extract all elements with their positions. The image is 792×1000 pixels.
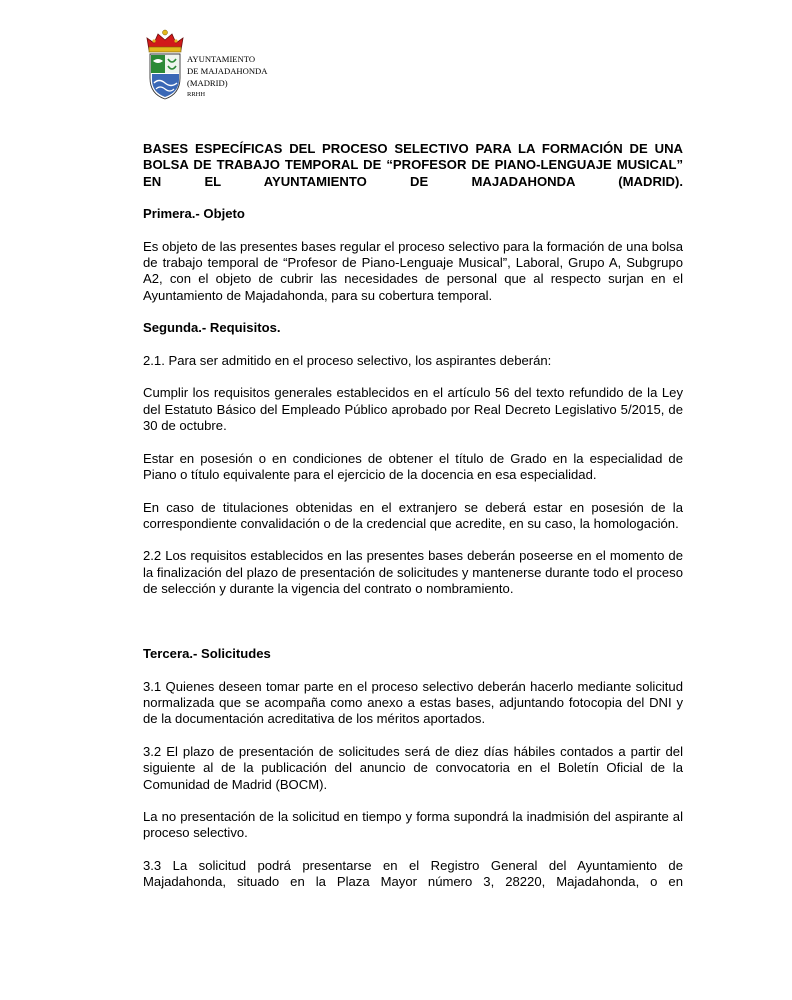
section-heading-requisitos: Segunda.- Requisitos. — [143, 320, 281, 336]
coat-of-arms-icon — [144, 28, 186, 102]
section-heading-solicitudes: Tercera.- Solicitudes — [143, 646, 271, 662]
paragraph: 3.1 Quienes deseen tomar parte en el proceso selectivo deberán hacerlo mediante solicitud normalizada que se acompaña como anexo a estas bases, adjuntando fotocopia del DNI y de la documentación acreditativa de los méritos aportados. — [143, 678, 683, 727]
document-body — [143, 141, 683, 891]
document-title: BASES ESPECÍFICAS DEL PROCESO SELECTIVO PARA LA FORMACIÓN DE UNA BOLSA DE TRABAJO TEMPORAL DE “PROFESOR DE PIANO-LENGUAJE MUSICAL” EN EL AYUNTAMIENTO DE MAJADAHONDA (MADRID). — [143, 141, 683, 189]
paragraph: Es objeto de las presentes bases regular el proceso selectivo para la formación de una bolsa de trabajo temporal de “Profesor de Piano-Lenguaje Musical”, Laboral, Grupo A, Subgrupo A2, con el objeto de cubrir las necesidades de personal que al respecto surjan en el Ayuntamiento de Majadahonda, para su cobertura temporal. — [143, 238, 683, 303]
org-line-2: DE MAJADAHONDA — [187, 65, 268, 76]
paragraph: 2.2 Los requisitos establecidos en las presentes bases deberán poseerse en el momento de la finalización del plazo de presentación de solicitudes y mantenerse durante todo el proceso de selección y durante la vigencia del contrato o nombramiento. — [143, 548, 683, 597]
org-line-1: AYUNTAMIENTO — [187, 54, 256, 64]
org-line-3: (MADRID) — [187, 77, 228, 88]
paragraph: 2.1. Para ser admitido en el proceso selectivo, los aspirantes deberán: — [143, 352, 552, 368]
paragraph: En caso de titulaciones obtenidas en el extranjero se deberá estar en posesión de la correspondiente convalidación o de la credencial que acredite, en su caso, la homologación. — [143, 499, 683, 531]
section-heading-objeto: Primera.- Objeto — [143, 206, 245, 222]
paragraph: 3.2 El plazo de presentación de solicitudes será de diez días hábiles contados a partir del siguiente al de la publicación del anuncio de convocatoria en el Boletín Oficial de la Comunidad de Madrid (BOCM). — [143, 743, 683, 792]
paragraph: Estar en posesión o en condiciones de obtener el título de Grado en la especialidad de Piano o título equivalente para el ejercicio de la docencia en esa especialidad. — [143, 450, 683, 482]
organization-name — [187, 54, 267, 100]
paragraph: La no presentación de la solicitud en tiempo y forma supondrá la inadmisión del aspirante al proceso selectivo. — [143, 809, 683, 841]
letterhead — [144, 28, 304, 102]
paragraph: 3.3 La solicitud podrá presentarse en el Registro General del Ayuntamiento de Majadahonda, situado en la Plaza Mayor número 3, 28220, Majadahonda, o en — [143, 858, 683, 890]
department-label: RRHH — [187, 91, 206, 99]
paragraph: Cumplir los requisitos generales establecidos en el artículo 56 del texto refundido de la Ley del Estatuto Básico del Empleado Público aprobado por Real Decreto Legislativo 5/2015, de 30 de octubre. — [143, 385, 683, 434]
